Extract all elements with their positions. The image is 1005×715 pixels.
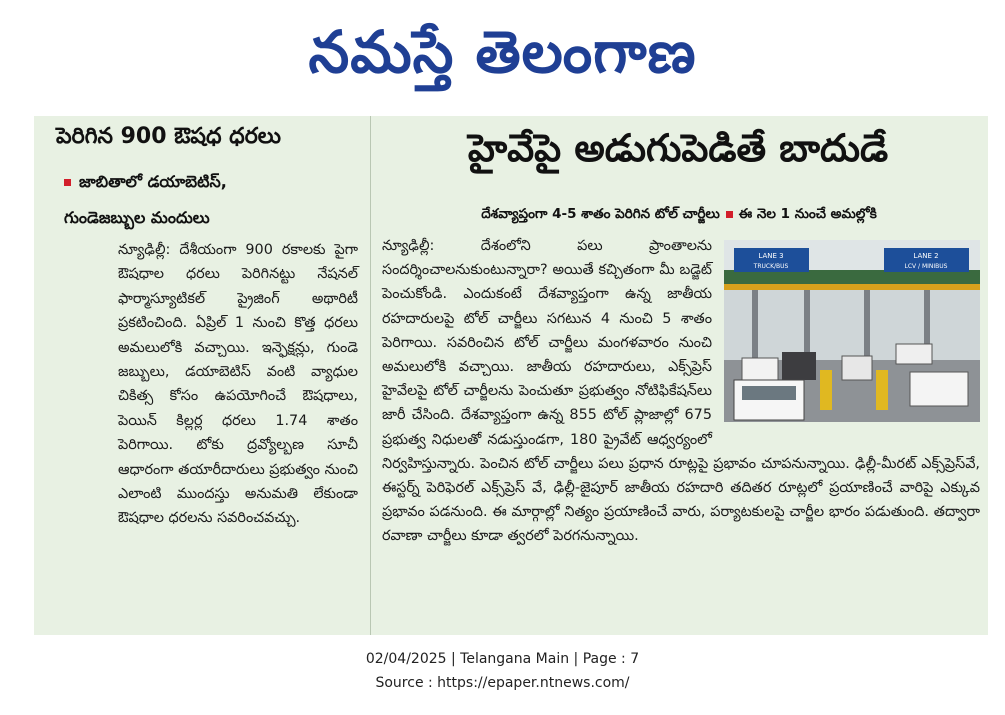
footer-date-edition: 02/04/2025 | Telangana Main | Page : 7: [365, 651, 640, 667]
footer-source: Source : https://epaper.ntnews.com/: [375, 675, 630, 691]
bullet-icon: [726, 211, 733, 218]
column-divider: [370, 116, 371, 635]
right-article: [374, 116, 984, 635]
right-headline: హైవేపై అడుగుపెడితే బాదుడే: [467, 126, 889, 170]
left-headline: పెరిగిన 900 ఔషధ ధరలు: [56, 124, 281, 149]
left-article: [34, 116, 366, 635]
right-sub-1: దేశవ్యాప్తంగా 4-5 శాతం పెరిగిన టోల్ చార్జీలు: [481, 206, 720, 222]
left-body-text: న్యూఢిల్లీ: దేశీయంగా 900 రకాలకు పైగా ఔషధాల ధరలు పెరిగినట్టు నేషనల్ ఫార్మాస్యూటికల్ ప్రైజింగ్ అథారిటీ ప్రకటించింది. ఏప్రిల్ 1 నుంచి కొత్త ధరలు అమలులోకి వచ్చాయి. ఇన్ఫెక్షన్లు, గుండె జబ్బులు, డయాబెటిస్ వంటి వ్యాధుల చికిత్స కోసం ఉపయోగించే ఔషధాలు, పెయిన్ కిల్లర్ల ధరలు 1.74 శాతం పెరిగాయి. టోకు ద్రవ్యోల్బణ సూచీ ఆధారంగా తయారీదారులు ప్రభుత్వం నుంచి ఎలాంటి ముందస్తు అనుమతి లేకుండా ఔషధాల ధరలను సవరించవచ్చు.: [118, 242, 358, 527]
news-clipping: [34, 116, 988, 635]
sign-truck-bus: TRUCK/BUS: [753, 263, 789, 270]
masthead-logo: నమస్తే తెలంగాణ: [308, 18, 697, 86]
toll-plaza-photo: [724, 240, 980, 422]
bullet-icon: [64, 179, 71, 186]
right-body: [382, 234, 980, 549]
right-body-text: న్యూఢిల్లీ: దేశంలోని పలు ప్రాంతాలను సందర్శించాలనుకుంటున్నారా? అయితే కచ్చితంగా మీ బడ్జెట్ పెంచుకోండి. ఎందుకంటే దేశవ్యాప్తంగా ఉన్న జాతీయ రహదారులపై టోల్ చార్జీలు సగటున 4 నుంచి 5 శాతం పెరిగాయి. సవరించిన టోల్ చార్జీలు మంగళవారం నుంచి అమలులోకి వచ్చాయి. జాతీయ రహదారులు, ఎక్స్‌ప్రెస్ హైవేలపై టోల్ చార్జీలను పెంచుతూ ప్రభుత్వం నోటిఫికేషన్‌లు జారీ చేసింది. దేశవ్యాప్తంగా ఉన్న 855 టోల్ ప్లాజాల్లో 675 ప్రభుత్వ నిధులతో నడుస్తుండగా, 180 ప్రైవేట్ ఆధ్వర్యంలో నిర్వహిస్తున్నారు. పెంచిన టోల్ చార్జీలు పలు ప్రధాన రూట్లపై ప్రభావం చూపనున్నాయి. ఢిల్లీ-మీరట్ ఎక్స్‌ప్రెస్‌వే, ఈస్టర్న్ పెరిఫెరల్ ఎక్స్‌ప్రెస్ వే, ఢిల్లీ-జైపూర్ జాతీయ రహదారి తదితర రూట్లలో ప్రయాణించే వారిపై ఎక్కువ ప్రభావం పడనుంది. ఈ మార్గాల్లో నిత్యం ప్రయాణించే వారు, పర్యాటకులపై చార్జీల భారం పడుతుంది. తద్వారా రవాణా చార్జీలు కూడా త్వరలో పెరగనున్నాయి.: [382, 238, 980, 545]
right-sub-2: ఈ నెల 1 నుంచే అమల్లోకి: [738, 206, 877, 222]
left-subheadline: [64, 164, 364, 236]
left-sub-line-1: జాబితాలో డయాబెటిస్,: [79, 172, 227, 191]
left-sub-line-2: గుండెజబ్బుల మందులు: [64, 208, 210, 227]
sign-lcv-minibus: LCV / MINIBUS: [904, 263, 948, 270]
right-subheadline: [374, 206, 984, 225]
sign-lane-2: LANE 2: [913, 252, 939, 260]
sign-lane-3: LANE 3: [758, 252, 784, 260]
